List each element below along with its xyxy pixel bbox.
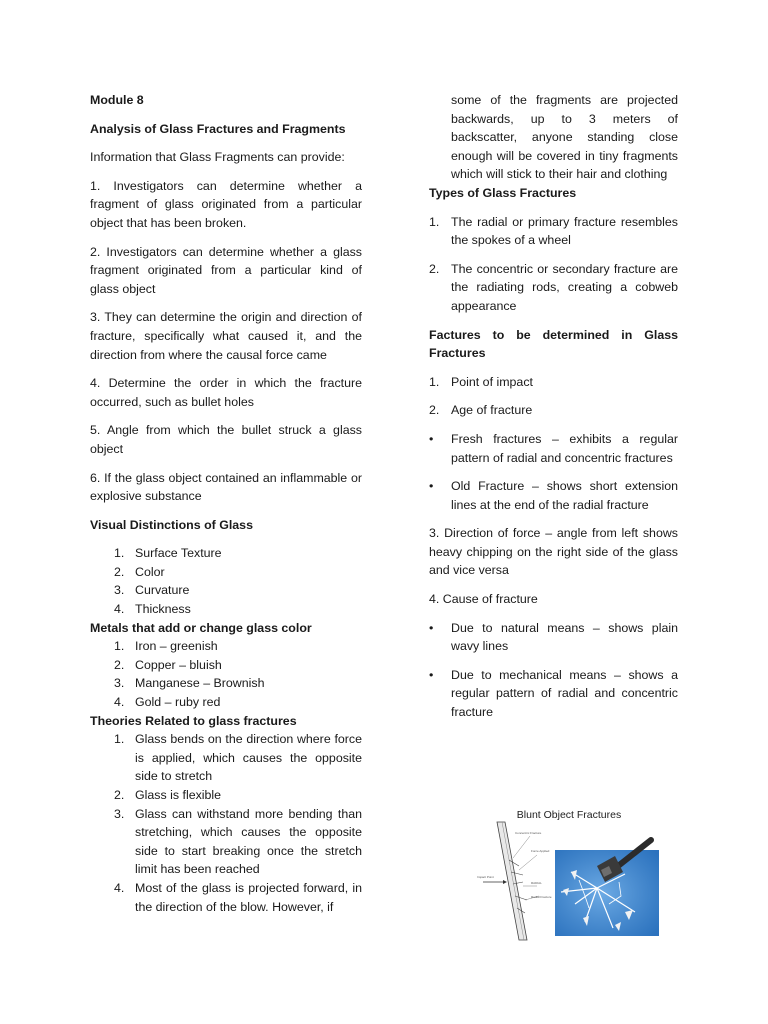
label-concentric: Concentric Fracture	[515, 831, 542, 835]
visual-heading: Visual Distinctions of Glass	[90, 517, 253, 532]
metals-list	[90, 637, 362, 711]
list-item: • Fresh fractures – exhibits a regular pattern of radial and concentric fractures	[429, 431, 678, 465]
label-force: Force Applied	[531, 849, 550, 853]
list-item: 1. The radial or primary fracture resembles the spokes of a wheel	[429, 214, 678, 248]
leader-line	[513, 836, 530, 858]
list-item: • Due to mechanical means – shows a regular pattern of radial and concentric fracture	[429, 667, 678, 720]
document-title: Analysis of Glass Fractures and Fragments	[90, 121, 346, 136]
list-item: 2. The concentric or secondary fracture are the radiating rods, creating a cobweb appearance	[429, 261, 678, 313]
types-heading: Types of Glass Fractures	[429, 185, 577, 200]
list-item: 2. Color	[114, 564, 165, 579]
force-arrowhead	[503, 880, 507, 884]
theories-list	[90, 730, 362, 916]
glass-cross-section	[497, 822, 527, 940]
info-item: 6. If the glass object contained an inflammable or explosive substance	[90, 470, 362, 504]
blunt-object-figure	[475, 800, 663, 945]
age-bullets	[429, 430, 678, 514]
types-list	[429, 213, 678, 316]
list-item: 4. Thickness	[114, 602, 191, 617]
factors-heading: Factures to be determined in Glass Fractures	[429, 327, 678, 361]
list-item: 1. Iron – greenish	[114, 639, 218, 654]
list-item: • Old Fracture – shows short extension lines at the end of the radial fracture	[429, 479, 678, 512]
info-item: 5. Angle from which the bullet struck a glass object	[90, 423, 362, 456]
leader-line	[519, 855, 537, 870]
list-item: 3. Curvature	[114, 583, 190, 598]
metals-heading: Metals that add or change glass color	[90, 620, 312, 635]
list-item: 1. Surface Texture	[114, 546, 222, 561]
cause-paragraph: 4. Cause of fracture	[429, 592, 538, 607]
factors-list	[429, 373, 678, 420]
label-radial-fracture: Radial Fracture	[531, 895, 552, 899]
info-item: 1. Investigators can determine whether a fragment of glass originated from a particular object that has been broken.	[90, 178, 362, 230]
right-column	[429, 91, 678, 732]
list-item: • Due to natural means – shows plain wavy lines	[429, 620, 678, 654]
figure-title: Blunt Object Fractures	[516, 809, 622, 821]
info-item: 4. Determine the order in which the fracture occurred, such as bullet holes	[90, 376, 362, 409]
list-item: 2. Age of fracture	[429, 403, 533, 418]
list-item: 2. Copper – bluish	[114, 657, 222, 672]
info-item: 3. They can determine the origin and direction of fracture, specifically what caused it, and the direction from where the causal force came	[90, 310, 362, 362]
module-label: Module 8	[90, 93, 144, 107]
info-item: 2. Investigators can determine whether a glass fragment originated from a particular kind of glass object	[90, 244, 362, 296]
continued-paragraph: some of the fragments are projected backwards, up to 3 meters of backscatter, anyone standing close enough will be covered in tiny fragments which will stick to their hair and clothing	[451, 93, 678, 182]
label-radial: RADIAL	[531, 881, 542, 885]
list-item: 3. Glass can withstand more bending than stretching, which causes the opposite side to start breaking once the stretch limit has been reached	[114, 806, 362, 877]
list-item: 1. Glass bends on the direction where force is applied, which causes the opposite side to stretch	[114, 732, 362, 784]
list-item: 4. Gold – ruby red	[114, 695, 221, 710]
cause-bullets	[429, 619, 678, 722]
info-intro: Information that Glass Fragments can provide:	[90, 150, 345, 165]
visual-list	[90, 544, 362, 618]
direction-paragraph: 3. Direction of force – angle from left shows heavy chipping on the right side of the glass and vice versa	[429, 526, 678, 578]
list-item: 2. Glass is flexible	[114, 788, 222, 802]
theories-heading: Theories Related to glass fractures	[90, 713, 297, 728]
label-impact: Impact Point	[477, 875, 494, 879]
list-item: 4. Most of the glass is projected forward, in the direction of the blow. However, if	[114, 880, 362, 914]
glass-edge-line	[502, 822, 524, 940]
left-column	[90, 91, 362, 916]
list-item: 1. Point of impact	[429, 374, 533, 389]
list-item: 3. Manganese – Brownish	[114, 676, 265, 691]
